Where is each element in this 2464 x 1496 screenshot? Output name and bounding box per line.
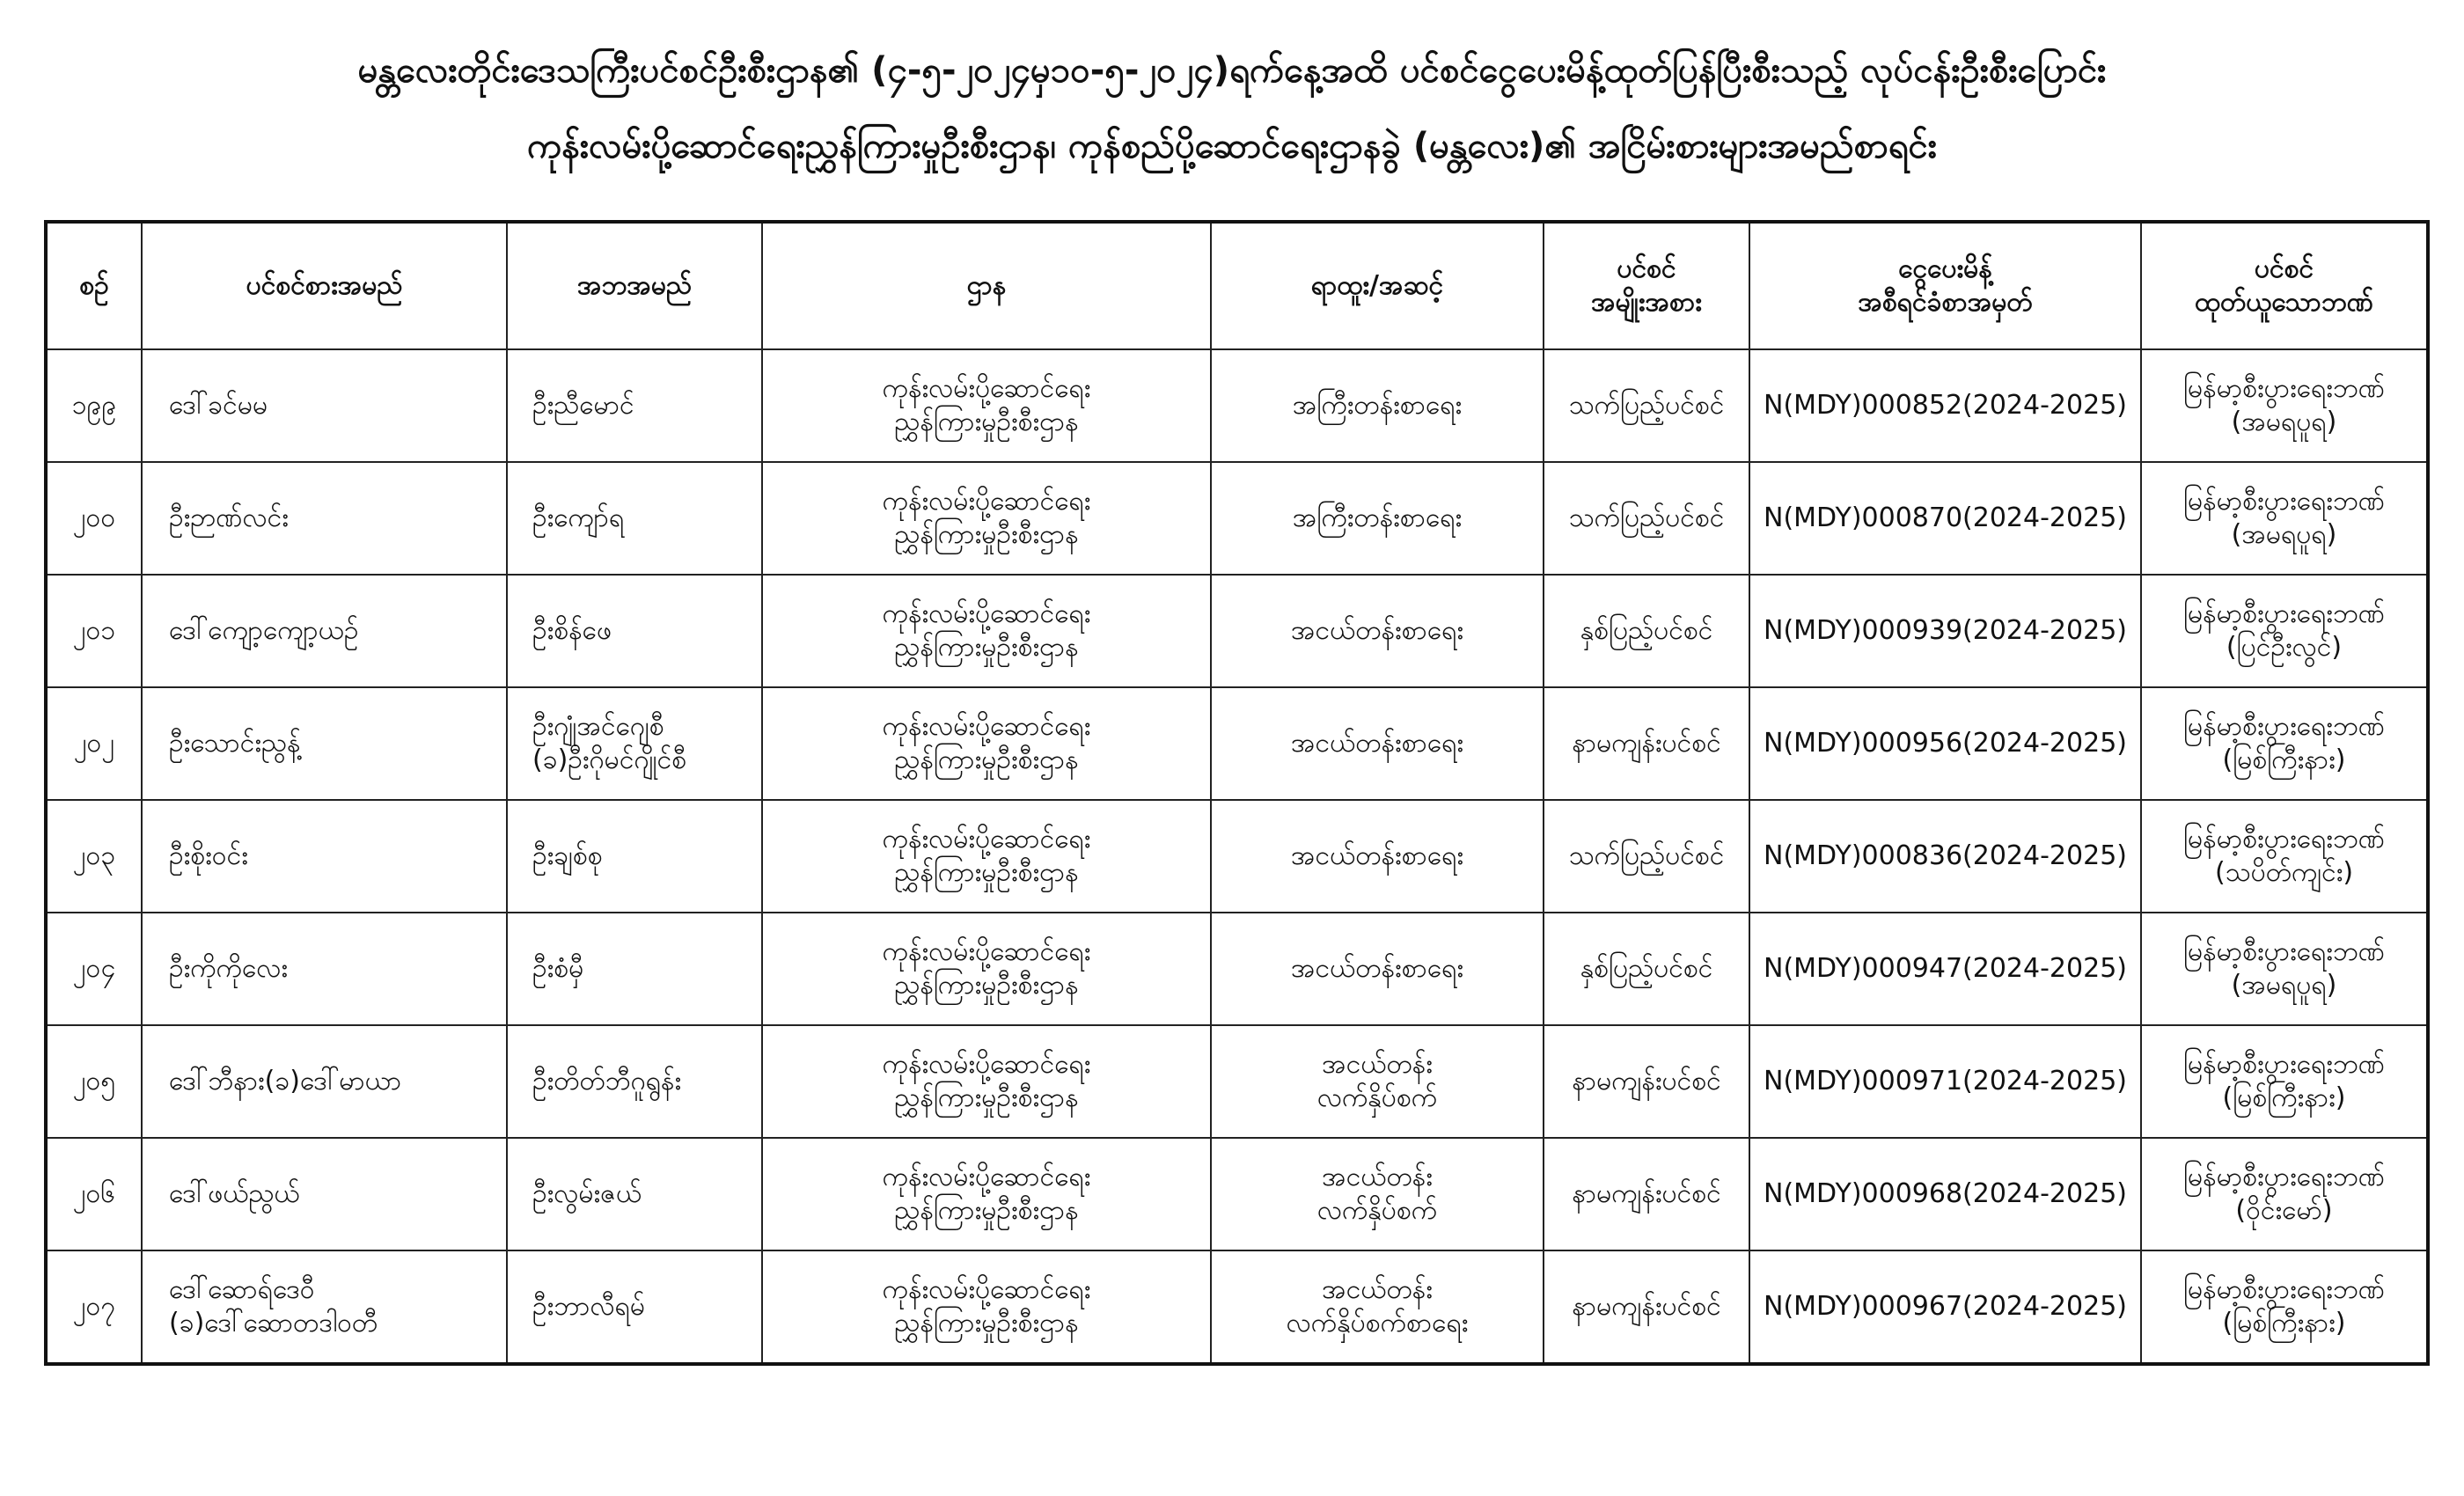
cell-father-line2: (ခ)ဦးဂိုမင်ဂျိုင်စီ xyxy=(532,744,687,775)
cell-type-line1: နာမကျန်းပင်စင် xyxy=(1572,1066,1721,1096)
cell-type xyxy=(1544,1025,1749,1138)
cell-no-line1: ၂၀၄ xyxy=(72,953,116,984)
cell-dept-line1: ကုန်းလမ်းပို့ဆောင်ရေး xyxy=(882,1049,1091,1080)
cell-type xyxy=(1544,913,1749,1025)
cell-dept-line1: ကုန်းလမ်းပို့ဆောင်ရေး xyxy=(882,1274,1091,1305)
table-row xyxy=(46,1138,2428,1250)
cell-rank-line1: အငယ်တန်း xyxy=(1322,1162,1433,1192)
header-bank-line1: ပင်စင် xyxy=(2254,253,2314,284)
cell-name-line1: ဒေါ်ဘီနား(ခ)ဒေါ်မာယာ xyxy=(169,1066,402,1096)
cell-dept-line1: ကုန်းလမ်းပို့ဆောင်ရေး xyxy=(882,598,1091,629)
cell-rank-line2: လက်နှိပ်စက် xyxy=(1316,1195,1438,1226)
cell-dept xyxy=(762,575,1211,687)
cell-type xyxy=(1544,1250,1749,1364)
cell-dept-line2: ညွှန်ကြားမှုဦးစီးဌာန xyxy=(894,857,1079,888)
cell-type-line1: သက်ပြည့်ပင်စင် xyxy=(1568,502,1725,533)
cell-name xyxy=(142,1138,507,1250)
cell-name xyxy=(142,800,507,913)
cell-father xyxy=(507,800,762,913)
cell-name xyxy=(142,462,507,575)
cell-father xyxy=(507,913,762,1025)
header-order-line2: အစီရင်ခံစာအမှတ် xyxy=(1858,287,2033,318)
cell-father xyxy=(507,1138,762,1250)
cell-dept-line1: ကုန်းလမ်းပို့ဆောင်ရေး xyxy=(882,373,1091,404)
header-type-line2: အမျိုးအစား xyxy=(1591,287,1702,318)
cell-bank-line2: (အမရပူရ) xyxy=(2231,519,2337,550)
cell-order-line1: N(MDY)000939(2024-2025) xyxy=(1764,615,2127,646)
cell-no xyxy=(46,349,142,462)
cell-name xyxy=(142,575,507,687)
cell-rank-line1: အကြီးတန်းစာရေး xyxy=(1292,390,1463,421)
cell-father-line1: ဦးကျော်ရ xyxy=(532,502,625,533)
cell-rank-line1: အငယ်တန်းစာရေး xyxy=(1291,953,1463,984)
cell-rank xyxy=(1211,800,1544,913)
document-title xyxy=(0,46,2464,197)
cell-bank-line1: မြန်မာ့စီးပွားရေးဘဏ် xyxy=(2183,936,2385,967)
cell-order xyxy=(1749,687,2141,800)
cell-name xyxy=(142,687,507,800)
cell-dept-line1: ကုန်းလမ်းပို့ဆောင်ရေး xyxy=(882,936,1091,967)
cell-type xyxy=(1544,687,1749,800)
pensioner-table xyxy=(44,220,2430,1366)
cell-name-line1: ဦးဉာဏ်လင်း xyxy=(169,502,289,533)
cell-father-line1: ဦးညီမောင် xyxy=(532,390,634,421)
cell-no-line1: ၂၀၅ xyxy=(72,1066,116,1096)
cell-name-line1: ဒေါ်ဖယ်ညွယ် xyxy=(169,1178,300,1209)
header-bank-line2: ထုတ်ယူသောဘဏ် xyxy=(2195,287,2373,318)
cell-rank xyxy=(1211,1250,1544,1364)
cell-bank-line2: (မြစ်ကြီးနား) xyxy=(2222,1308,2346,1338)
cell-no xyxy=(46,1025,142,1138)
cell-father xyxy=(507,687,762,800)
cell-type xyxy=(1544,575,1749,687)
cell-dept-line2: ညွှန်ကြားမှုဦးစီးဌာန xyxy=(894,970,1079,1001)
cell-dept-line1: ကုန်းလမ်းပို့ဆောင်ရေး xyxy=(882,824,1091,854)
cell-bank xyxy=(2141,1025,2428,1138)
cell-order-line1: N(MDY)000947(2024-2025) xyxy=(1764,953,2127,984)
cell-dept-line2: ညွှန်ကြားမှုဦးစီးဌာန xyxy=(894,407,1079,437)
cell-bank-line1: မြန်မာ့စီးပွားရေးဘဏ် xyxy=(2183,486,2385,517)
cell-dept xyxy=(762,913,1211,1025)
cell-rank xyxy=(1211,462,1544,575)
cell-order xyxy=(1749,462,2141,575)
table-row xyxy=(46,913,2428,1025)
cell-order xyxy=(1749,575,2141,687)
cell-type-line1: နှစ်ပြည့်ပင်စင် xyxy=(1580,615,1713,646)
cell-rank xyxy=(1211,1138,1544,1250)
cell-type xyxy=(1544,462,1749,575)
cell-father-line1: ဦးတိတ်ဘီဂူရွန်း xyxy=(532,1066,682,1096)
cell-no xyxy=(46,1138,142,1250)
cell-bank-line1: မြန်မာ့စီးပွားရေးဘဏ် xyxy=(2183,1162,2385,1192)
cell-dept-line1: ကုန်းလမ်းပို့ဆောင်ရေး xyxy=(882,1162,1091,1192)
cell-father xyxy=(507,1250,762,1364)
cell-bank xyxy=(2141,1138,2428,1250)
cell-bank xyxy=(2141,349,2428,462)
cell-father xyxy=(507,462,762,575)
cell-bank-line1: မြန်မာ့စီးပွားရေးဘဏ် xyxy=(2183,711,2385,742)
cell-order-line1: N(MDY)000852(2024-2025) xyxy=(1764,390,2127,421)
header-dept: ဌာန xyxy=(762,222,1211,349)
cell-bank-line2: (ဝိုင်းမော်) xyxy=(2235,1195,2333,1226)
cell-rank-line2: လက်နှိပ်စက်စာရေး xyxy=(1286,1308,1469,1338)
cell-name xyxy=(142,1250,507,1364)
cell-type-line1: နာမကျန်းပင်စင် xyxy=(1572,728,1721,759)
cell-father-line1: ဦးလွမ်းဇယ် xyxy=(532,1178,642,1209)
cell-no-line1: ၂၀၂ xyxy=(73,728,115,759)
cell-father xyxy=(507,1025,762,1138)
cell-rank-line1: အကြီးတန်းစာရေး xyxy=(1292,502,1463,533)
cell-dept-line2: ညွှန်ကြားမှုဦးစီးဌာန xyxy=(894,519,1079,550)
cell-rank-line1: အငယ်တန်းစာရေး xyxy=(1291,615,1463,646)
header-type xyxy=(1544,222,1749,349)
table-header-row xyxy=(46,222,2428,349)
cell-father-line1: ဦးစံမှီ xyxy=(532,953,584,984)
cell-name-line1: ဦးစိုးဝင်း xyxy=(169,840,248,871)
cell-order xyxy=(1749,1025,2141,1138)
cell-dept xyxy=(762,1138,1211,1250)
cell-order xyxy=(1749,913,2141,1025)
header-order xyxy=(1749,222,2141,349)
cell-bank-line1: မြန်မာ့စီးပွားရေးဘဏ် xyxy=(2183,373,2385,404)
cell-name xyxy=(142,1025,507,1138)
cell-order-line1: N(MDY)000956(2024-2025) xyxy=(1764,728,2127,759)
cell-no xyxy=(46,687,142,800)
cell-no xyxy=(46,800,142,913)
cell-dept-line2: ညွှန်ကြားမှုဦးစီးဌာန xyxy=(894,1195,1079,1226)
cell-bank-line2: (ပြင်ဦးလွင်) xyxy=(2226,632,2343,663)
cell-rank xyxy=(1211,913,1544,1025)
cell-father-line1: ဦးချစ်စု xyxy=(532,840,603,871)
cell-dept xyxy=(762,349,1211,462)
cell-order xyxy=(1749,1138,2141,1250)
cell-bank-line2: (အမရပူရ) xyxy=(2231,407,2337,437)
table-row xyxy=(46,1025,2428,1138)
cell-dept-line2: ညွှန်ကြားမှုဦးစီးဌာန xyxy=(894,744,1079,775)
cell-dept xyxy=(762,687,1211,800)
cell-rank xyxy=(1211,349,1544,462)
cell-order-line1: N(MDY)000971(2024-2025) xyxy=(1764,1066,2127,1096)
table-row xyxy=(46,1250,2428,1364)
cell-bank-line2: (မြစ်ကြီးနား) xyxy=(2222,744,2346,775)
header-type-line1: ပင်စင် xyxy=(1617,253,1676,284)
cell-dept-line2: ညွှန်ကြားမှုဦးစီးဌာန xyxy=(894,632,1079,663)
cell-no-line1: ၂၀၃ xyxy=(72,840,116,871)
table-body xyxy=(46,349,2428,1364)
cell-no xyxy=(46,913,142,1025)
cell-no-line1: ၂၀၁ xyxy=(72,615,116,646)
cell-father-line1: ဦးစိန်ဖေ xyxy=(532,615,612,646)
cell-order-line1: N(MDY)000968(2024-2025) xyxy=(1764,1178,2127,1209)
cell-rank-line1: အငယ်တန်းစာရေး xyxy=(1291,728,1463,759)
cell-rank xyxy=(1211,1025,1544,1138)
cell-name-line1: ဦးသောင်းညွန့် xyxy=(169,728,301,759)
cell-name xyxy=(142,349,507,462)
cell-bank-line1: မြန်မာ့စီးပွားရေးဘဏ် xyxy=(2183,598,2385,629)
cell-bank xyxy=(2141,1250,2428,1364)
cell-type xyxy=(1544,800,1749,913)
cell-bank xyxy=(2141,687,2428,800)
table-row xyxy=(46,687,2428,800)
title-line-1: မန္တလေးတိုင်းဒေသကြီးပင်စင်ဦးစီးဌာန၏ (၄-၅-၂၀၂၄မှ၁၀-၅-၂၀၂၄)ရက်နေ့အထိ ပင်စင်ငွေပေးမိန့်ထုတ်ပြန်ပြီးစီးသည့် လုပ်ငန်းဦးစီးပြောင်း xyxy=(357,50,2107,91)
cell-no xyxy=(46,575,142,687)
cell-father-line1: ဦးဘာလီရမ် xyxy=(532,1291,645,1322)
cell-rank-line1: အငယ်တန်း xyxy=(1322,1274,1433,1305)
cell-rank xyxy=(1211,575,1544,687)
cell-order-line1: N(MDY)000967(2024-2025) xyxy=(1764,1291,2127,1322)
cell-name-line1: ဦးကိုကိုလေး xyxy=(169,953,288,984)
cell-name-line1: ဒေါ်ဆောရ်ဒေဝီ xyxy=(169,1274,315,1305)
header-no: စဉ် xyxy=(46,222,142,349)
cell-father xyxy=(507,575,762,687)
cell-bank xyxy=(2141,800,2428,913)
cell-type-line1: နာမကျန်းပင်စင် xyxy=(1572,1291,1721,1322)
cell-bank-line1: မြန်မာ့စီးပွားရေးဘဏ် xyxy=(2183,824,2385,854)
cell-dept xyxy=(762,800,1211,913)
table-row xyxy=(46,800,2428,913)
cell-dept xyxy=(762,462,1211,575)
cell-type xyxy=(1544,1138,1749,1250)
cell-name xyxy=(142,913,507,1025)
cell-dept xyxy=(762,1025,1211,1138)
cell-father xyxy=(507,349,762,462)
cell-no-line1: ၂၀၇ xyxy=(72,1291,116,1322)
cell-type-line1: သက်ပြည့်ပင်စင် xyxy=(1568,390,1725,421)
cell-type xyxy=(1544,349,1749,462)
cell-no-line1: ၂၀၆ xyxy=(72,1178,116,1209)
cell-bank-line1: မြန်မာ့စီးပွားရေးဘဏ် xyxy=(2183,1274,2385,1305)
cell-no-line1: ၂၀၀ xyxy=(72,502,116,533)
cell-bank xyxy=(2141,575,2428,687)
cell-father-line1: ဦးဂျုံအင်ဂျေစီ xyxy=(532,711,664,742)
cell-no xyxy=(46,1250,142,1364)
cell-bank-line2: (မြစ်ကြီးနား) xyxy=(2222,1082,2346,1113)
cell-order-line1: N(MDY)000870(2024-2025) xyxy=(1764,502,2127,533)
cell-type-line1: သက်ပြည့်ပင်စင် xyxy=(1568,840,1725,871)
cell-order xyxy=(1749,1250,2141,1364)
header-order-line1: ငွေပေးမိန့် xyxy=(1898,253,1992,284)
cell-bank-line1: မြန်မာ့စီးပွားရေးဘဏ် xyxy=(2183,1049,2385,1080)
header-bank xyxy=(2141,222,2428,349)
header-name: ပင်စင်စားအမည် xyxy=(142,222,507,349)
cell-name-line2: (ခ)ဒေါ်ဆောတဒါဝတီ xyxy=(169,1308,378,1338)
header-father: အဘအမည် xyxy=(507,222,762,349)
cell-order xyxy=(1749,800,2141,913)
cell-type-line1: နာမကျန်းပင်စင် xyxy=(1572,1178,1721,1209)
cell-rank-line2: လက်နှိပ်စက် xyxy=(1316,1082,1438,1113)
cell-bank-line2: (အမရပူရ) xyxy=(2231,970,2337,1001)
title-line-2: ကုန်းလမ်းပို့ဆောင်ရေးညွှန်ကြားမှုဦးစီးဌာန၊ ကုန်စည်ပို့ဆောင်ရေးဌာနခွဲ (မန္တလေး)၏ အငြိမ်းစားများအမည်စာရင်း xyxy=(527,126,1937,166)
cell-name-line1: ဒေါ်ခင်မမ xyxy=(169,390,268,421)
table-row xyxy=(46,575,2428,687)
cell-order-line1: N(MDY)000836(2024-2025) xyxy=(1764,840,2127,871)
cell-dept-line1: ကုန်းလမ်းပို့ဆောင်ရေး xyxy=(882,711,1091,742)
table-row xyxy=(46,349,2428,462)
cell-rank-line1: အငယ်တန်းစာရေး xyxy=(1291,840,1463,871)
cell-order xyxy=(1749,349,2141,462)
cell-type-line1: နှစ်ပြည့်ပင်စင် xyxy=(1580,953,1713,984)
cell-dept xyxy=(762,1250,1211,1364)
cell-name-line1: ဒေါ်ကျော့ကျော့ယဉ် xyxy=(169,615,359,646)
cell-no-line1: ၁၉၉ xyxy=(71,390,117,421)
cell-bank xyxy=(2141,462,2428,575)
table-row xyxy=(46,462,2428,575)
cell-rank xyxy=(1211,687,1544,800)
cell-dept-line1: ကုန်းလမ်းပို့ဆောင်ရေး xyxy=(882,486,1091,517)
cell-rank-line1: အငယ်တန်း xyxy=(1322,1049,1433,1080)
cell-dept-line2: ညွှန်ကြားမှုဦးစီးဌာန xyxy=(894,1308,1079,1338)
cell-bank xyxy=(2141,913,2428,1025)
cell-no xyxy=(46,462,142,575)
cell-bank-line2: (သပိတ်ကျင်း) xyxy=(2214,857,2354,888)
header-rank: ရာထူး/အဆင့် xyxy=(1211,222,1544,349)
cell-dept-line2: ညွှန်ကြားမှုဦးစီးဌာန xyxy=(894,1082,1079,1113)
